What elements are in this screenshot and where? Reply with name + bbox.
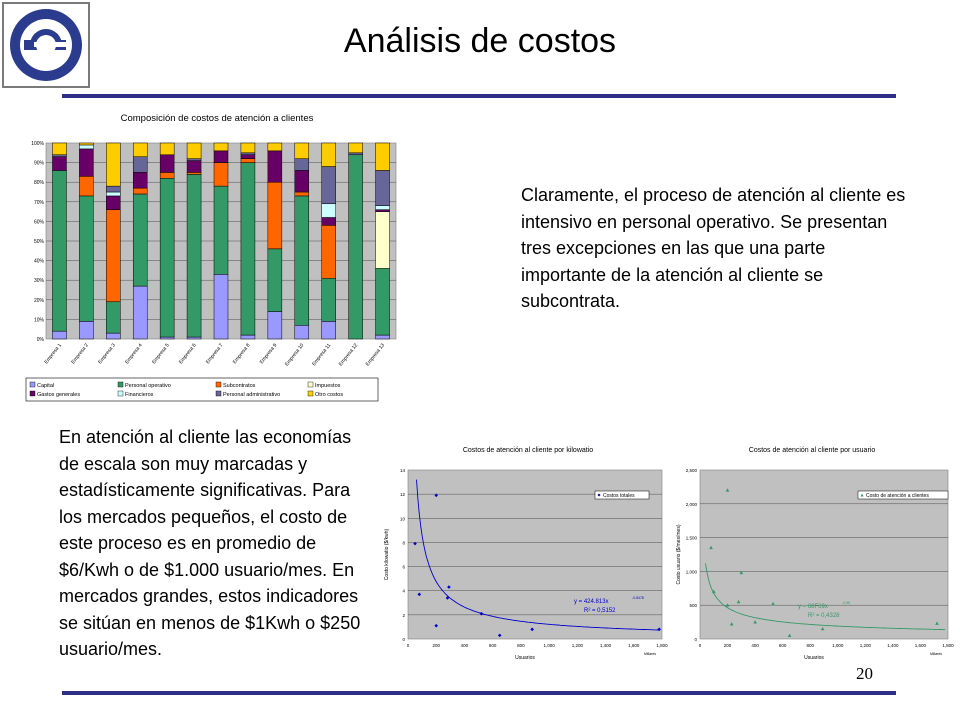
bar-segment <box>214 274 228 339</box>
bar-segment <box>376 335 390 339</box>
y-tick-label: 2,000 <box>685 501 697 507</box>
x-tick-label: 600 <box>778 643 787 648</box>
x-tick-label: 0 <box>698 643 702 648</box>
bar-segment <box>376 212 390 269</box>
bar-segment <box>187 174 201 337</box>
bar-segment <box>322 225 336 278</box>
bar-segment <box>376 206 390 210</box>
trend-equation: y = 424.813x <box>574 599 609 605</box>
y-axis-label: Costo kilowatio ($/kwh) <box>384 528 390 581</box>
bar-segment <box>268 151 282 182</box>
x-tick-label: Empresa 11 <box>311 342 333 368</box>
bar-segment <box>268 312 282 339</box>
y-tick-label: 12 <box>399 492 405 498</box>
bar-segment <box>133 157 147 173</box>
bar-segment <box>241 163 255 335</box>
bar-segment <box>376 170 390 205</box>
bar-segment <box>268 143 282 151</box>
x-tick-label: 1,600 <box>628 643 640 648</box>
y-tick-label: 40% <box>33 258 44 265</box>
x-tick-label: 1,000 <box>543 643 555 648</box>
x-tick-label: 1,400 <box>599 643 612 648</box>
bar-segment <box>376 268 390 335</box>
y-tick-label: 4 <box>402 588 405 594</box>
bar-segment <box>133 172 147 188</box>
y-tick-label: 2 <box>402 612 405 618</box>
bar-segment <box>322 321 336 339</box>
bar-segment <box>268 249 282 312</box>
chart-title: Composición de costos de atención a clientes <box>120 113 314 124</box>
y-tick-label: 500 <box>689 603 697 609</box>
x-tick-label: 200 <box>723 643 732 648</box>
x-axis-label: Usuarios <box>804 655 824 661</box>
x-tick-label: Empresa 7 <box>204 342 225 366</box>
bar-segment <box>376 143 390 170</box>
bar-segment <box>160 172 174 178</box>
x-tick-label: 400 <box>751 643 759 648</box>
legend-label: Subcontratos <box>223 383 256 389</box>
legend-label: Personal operativo <box>125 383 171 389</box>
bar-segment <box>295 192 309 196</box>
bar-segment <box>214 163 228 187</box>
y-axis-label: Costo usuario ($/mes/mes) <box>676 524 682 585</box>
bar-segment <box>322 204 336 218</box>
bar-segment <box>52 143 66 155</box>
bar-segment <box>187 159 201 161</box>
bar-segment <box>79 176 93 196</box>
bar-segment <box>349 153 363 155</box>
bar-segment <box>133 286 147 339</box>
y-tick-label: 6 <box>402 564 405 570</box>
y-tick-label: 100% <box>31 141 44 147</box>
y-tick-label: 14 <box>399 468 405 473</box>
legend-swatch <box>216 382 221 387</box>
bar-segment <box>295 170 309 192</box>
legend-label: Personal administrativo <box>223 392 281 398</box>
y-tick-label: 0 <box>694 637 697 642</box>
cost-per-user-chart <box>672 440 952 660</box>
x-tick-label: Empresa 3 <box>97 342 117 366</box>
bar-segment <box>106 192 120 196</box>
bar-segment <box>295 325 309 339</box>
chart-title: Costos de atención al cliente por usuario <box>748 447 876 454</box>
legend-swatch <box>308 382 313 387</box>
y-tick-label: 8 <box>402 540 405 546</box>
paragraph-bottom: En atención al cliente las economías de escala son muy marcadas y estadísticamente significativas. Para los mercados pequeños, el costo de este proceso es en promedio de $6/Kwh o de $1.000 usuario/mes. En mercados grandes, estos indicadores se sitúan en menos de $1Kwh o $250 usuario/mes. <box>59 427 361 659</box>
scatter-svg <box>672 440 952 660</box>
paragraph-top: Claramente, el proceso de atención al cliente es intensivo en personal operativo. Se presentan tres excepciones en las que una parte importante de la atención al cliente se subcontrata. <box>521 185 906 311</box>
bar-segment <box>52 331 66 339</box>
trend-equation: y = 68F69x <box>798 604 828 610</box>
bar-segment <box>241 155 255 159</box>
x-tick-label: 800 <box>806 643 814 648</box>
x-unit-note: Millares <box>929 652 943 656</box>
legend-swatch <box>308 391 313 396</box>
bar-segment <box>241 335 255 339</box>
bar-segment <box>79 143 93 145</box>
x-tick-label: Empresa 2 <box>70 342 90 366</box>
bar-segment <box>79 149 93 176</box>
bar-segment <box>214 186 228 274</box>
x-tick-label: Empresa 9 <box>258 342 279 366</box>
stacked-bar-svg <box>26 110 400 405</box>
x-tick-label: 1,000 <box>832 643 844 648</box>
legend-label: Capital <box>37 383 55 389</box>
x-tick-label: 600 <box>488 643 497 648</box>
top-divider <box>62 94 896 98</box>
y-tick-label: 10% <box>33 317 44 324</box>
bar-segment <box>52 155 66 157</box>
bar-segment <box>376 210 390 212</box>
bar-segment <box>241 153 255 155</box>
x-tick-label: Empresa 4 <box>124 342 144 366</box>
legend-label: Impuestos <box>315 383 341 389</box>
bar-segment <box>295 159 309 171</box>
bar-segment <box>187 161 201 173</box>
legend-swatch <box>30 391 35 396</box>
bar-segment <box>241 143 255 153</box>
legend-label: Financieros <box>125 392 154 398</box>
x-tick-label: 1,600 <box>914 643 927 648</box>
x-tick-label: 200 <box>432 643 440 648</box>
bar-segment <box>214 143 228 151</box>
bar-segment <box>106 186 120 192</box>
cost-per-kwh-chart <box>368 440 672 660</box>
bar-segment <box>160 143 174 155</box>
bar-segment <box>268 182 282 249</box>
x-tick-label: Empresa 6 <box>178 342 198 366</box>
trend-r2: R² = 0,4328 <box>808 613 840 619</box>
y-tick-label: 0% <box>36 337 44 343</box>
chart-title: Costos de atención al cliente por kilowatio <box>462 447 594 454</box>
bar-segment <box>322 143 336 167</box>
bar-segment <box>322 278 336 321</box>
bar-segment <box>349 143 363 153</box>
x-tick-label: Empresa 13 <box>364 342 387 368</box>
trend-exponent: -0.8478 <box>632 596 644 600</box>
x-tick-label: Empresa 1 <box>43 342 64 366</box>
bar-segment <box>106 143 120 186</box>
legend-swatch <box>118 382 123 387</box>
bar-segment <box>349 155 363 339</box>
scatter-svg <box>368 440 672 660</box>
bar-segment <box>187 172 201 174</box>
page-number: 20 <box>856 664 873 683</box>
bar-segment <box>52 157 66 171</box>
x-tick-label: 1,800 <box>656 643 668 648</box>
bar-segment <box>160 178 174 337</box>
bar-segment <box>106 302 120 333</box>
cost-composition-chart <box>26 110 400 405</box>
x-tick-label: 1,200 <box>859 643 871 648</box>
x-tick-label: 1,800 <box>942 643 954 648</box>
bar-segment <box>295 196 309 325</box>
x-tick-label: Empresa 5 <box>151 342 171 366</box>
x-tick-label: 400 <box>460 643 469 648</box>
y-tick-label: 50% <box>33 239 44 245</box>
legend-swatch <box>30 382 35 387</box>
y-tick-label: 10 <box>399 516 405 522</box>
x-axis-label: Usuarios <box>515 655 535 661</box>
bar-segment <box>106 333 120 339</box>
bar-segment <box>133 194 147 286</box>
bar-segment <box>214 151 228 163</box>
bar-segment <box>106 196 120 210</box>
bar-segment <box>322 167 336 204</box>
y-tick-label: 0 <box>402 637 405 642</box>
y-tick-label: 30% <box>33 278 44 285</box>
trend-exponent: -0,55 <box>842 601 850 605</box>
legend-label: Otro costos <box>315 392 344 398</box>
x-tick-label: 1,200 <box>571 643 583 648</box>
legend-swatch <box>118 391 123 396</box>
x-tick-label: 800 <box>517 643 525 648</box>
bottom-divider <box>62 691 896 695</box>
legend-label: Costo de atención a clientes <box>866 493 929 499</box>
bar-segment <box>160 337 174 339</box>
y-tick-label: 1,000 <box>685 569 697 575</box>
y-tick-label: 70% <box>33 199 44 206</box>
bar-segment <box>52 170 66 331</box>
y-tick-label: 90% <box>33 160 44 167</box>
bar-segment <box>241 159 255 163</box>
legend-label: Costos totales <box>603 493 635 499</box>
bar-segment <box>79 145 93 149</box>
y-tick-label: 1,500 <box>685 535 697 541</box>
bar-segment <box>79 196 93 321</box>
x-tick-label: Empresa 12 <box>337 342 360 368</box>
x-unit-note: Millares <box>643 652 657 656</box>
y-tick-label: 2,500 <box>685 468 697 473</box>
bar-segment <box>322 217 336 225</box>
legend-swatch <box>216 391 221 396</box>
bar-segment <box>187 337 201 339</box>
bar-segment <box>79 321 93 339</box>
y-tick-label: 60% <box>33 219 44 226</box>
bar-segment <box>133 143 147 157</box>
bar-segment <box>160 155 174 173</box>
trend-r2: R² = 0,5152 <box>584 608 616 614</box>
x-tick-label: 1,400 <box>887 643 899 648</box>
bar-segment <box>187 143 201 159</box>
bar-segment <box>295 143 309 159</box>
legend-label: Gastos generales <box>37 392 81 398</box>
y-tick-label: 80% <box>33 180 44 187</box>
y-tick-label: 20% <box>33 297 44 304</box>
x-tick-label: Empresa 10 <box>284 342 306 368</box>
bar-segment <box>133 188 147 194</box>
x-tick-label: Empresa 8 <box>231 342 252 366</box>
x-tick-label: 0 <box>406 643 410 648</box>
bar-segment <box>106 210 120 302</box>
page-title: Análisis de costos <box>343 22 617 60</box>
